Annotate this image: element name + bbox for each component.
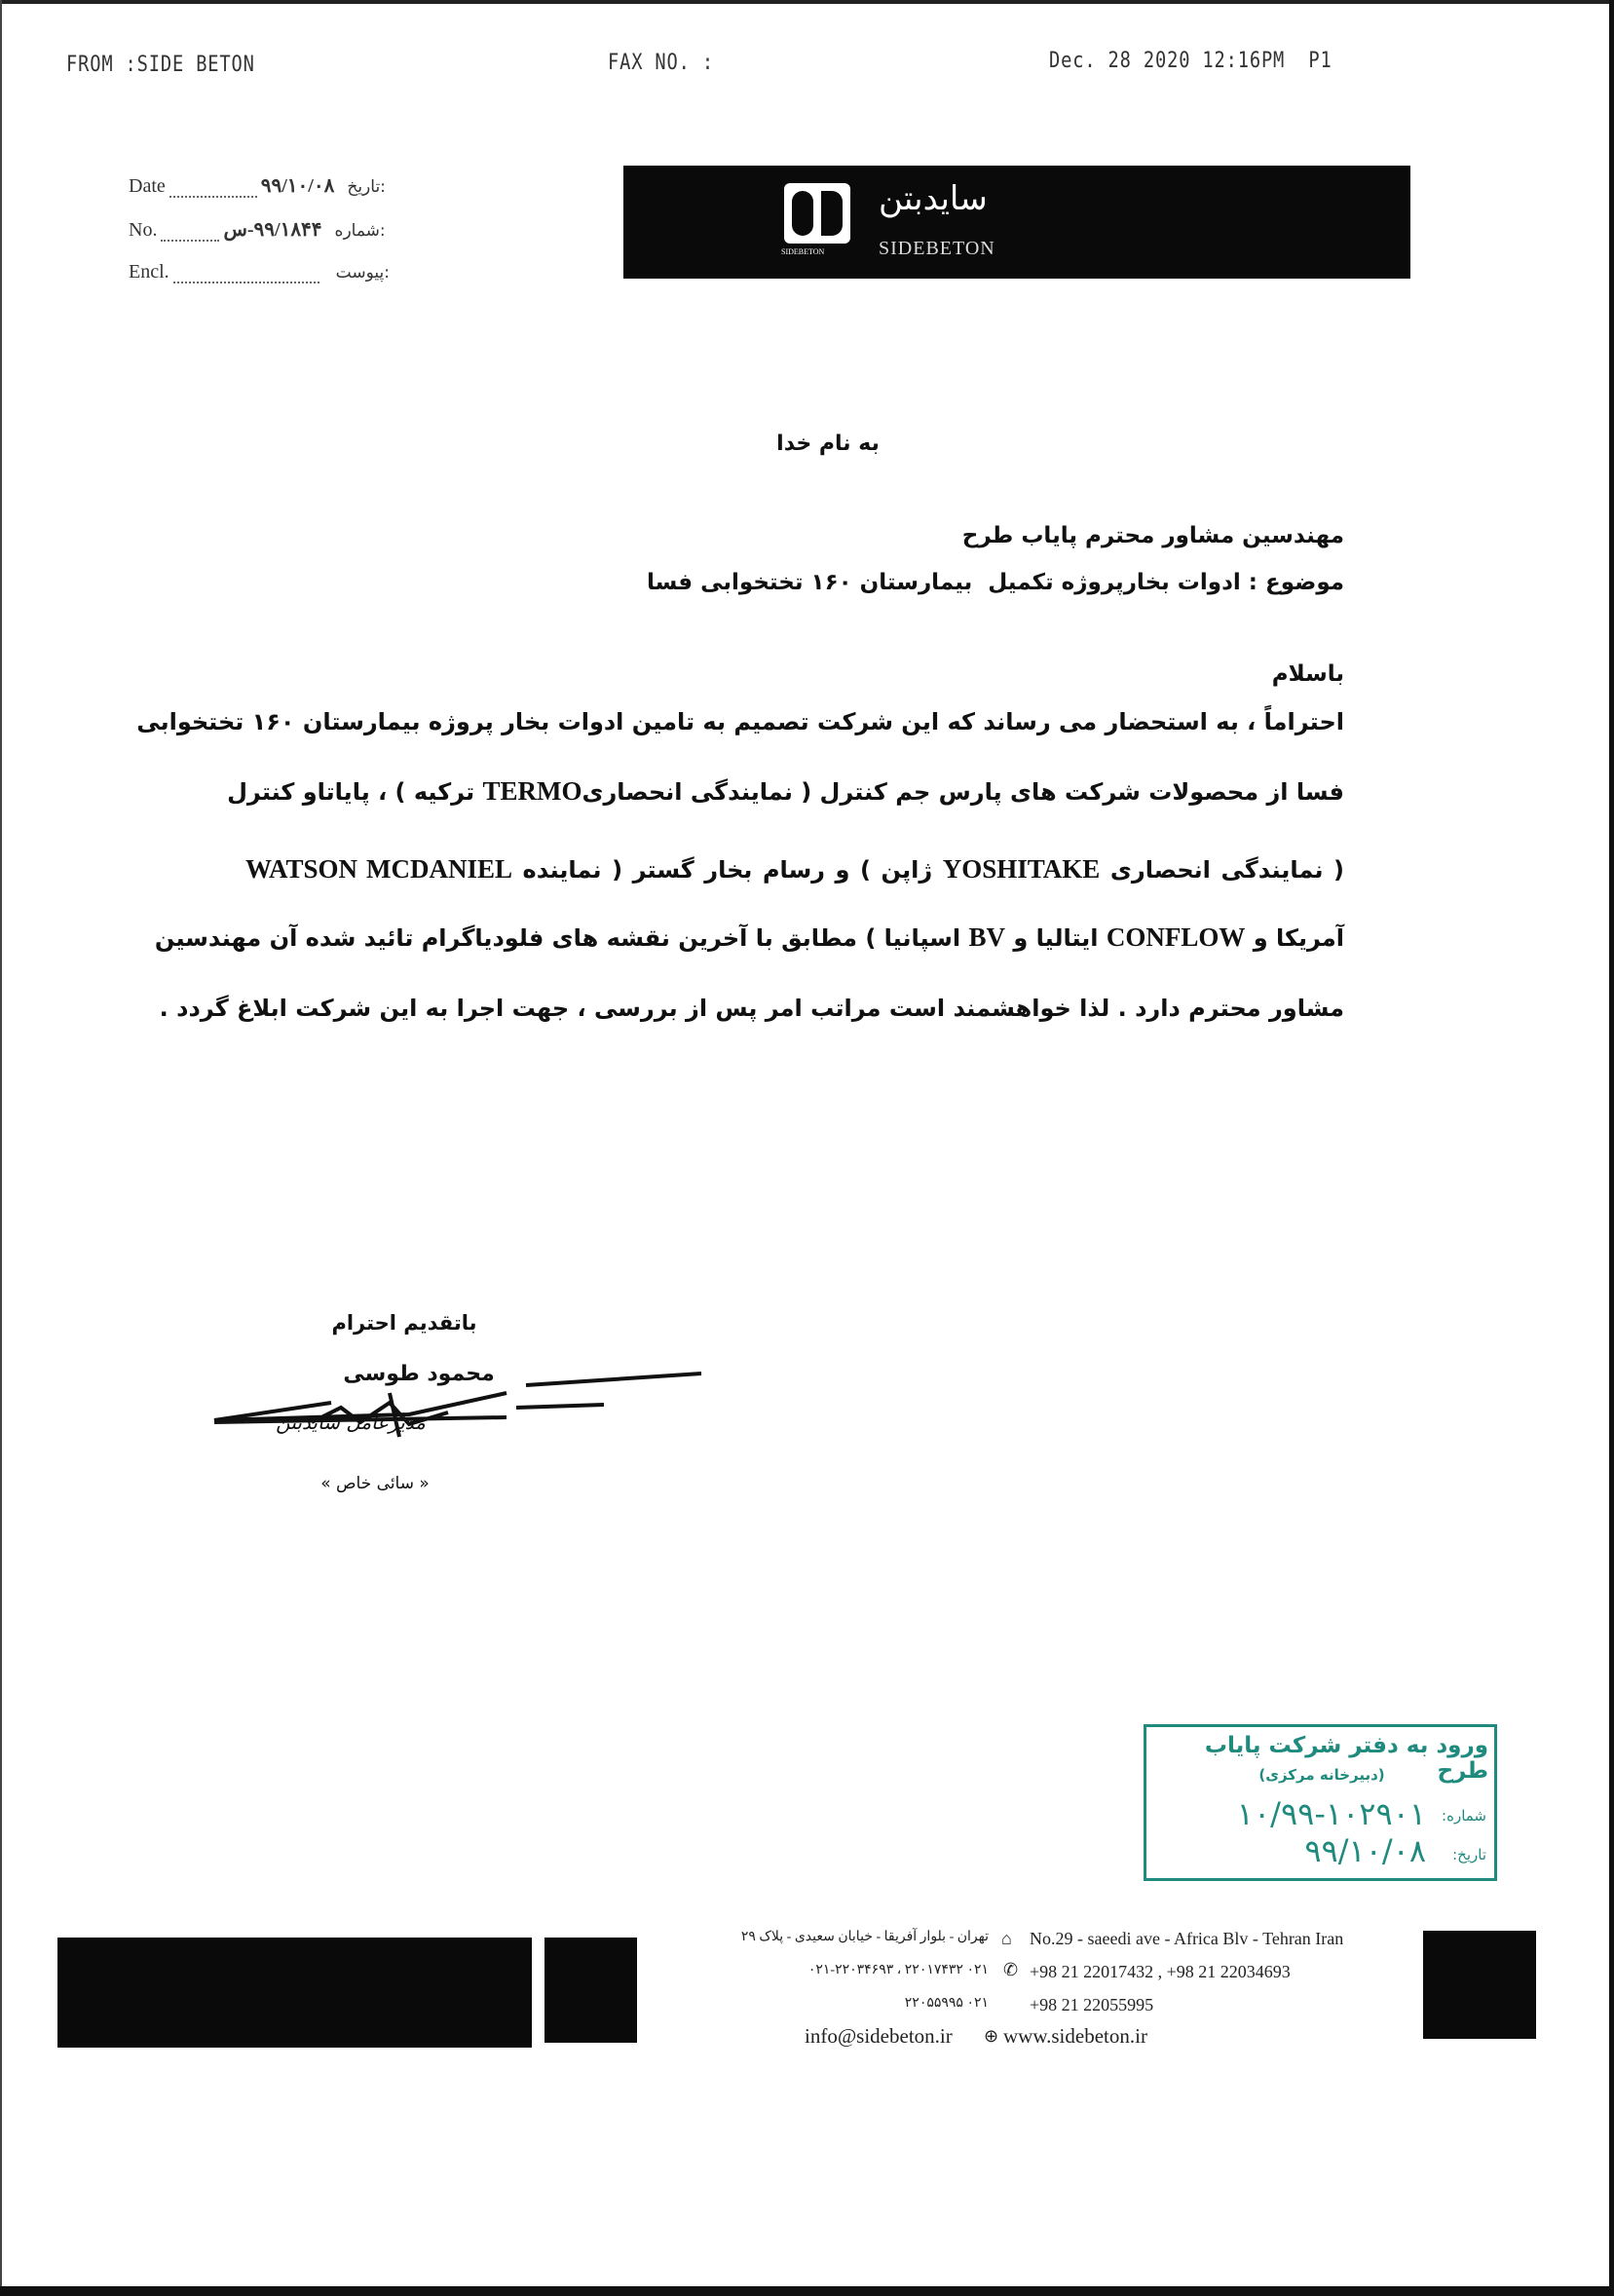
fax-datetime: Dec. 28 2020 12:16PM P1 [1049,49,1332,73]
body-line-4: آمریکا و CONFLOW ایتالیا و BV اسپانیا ) مطابق با آخرین نقشه های فلودیاگرام تائید شده آن مهندسین [154,922,1344,952]
addressee: مهندسین مشاور محترم پایاب طرح [961,523,1344,548]
brand-bv: BV [968,922,1005,952]
phone-icon: ✆ [1003,1960,1019,1979]
footer-phone-en: +98 21 22017432 , +98 21 22034693 [1030,1962,1291,1981]
stamp-date-label: تاریخ: [1452,1846,1486,1863]
footer-address-en: No.29 - saeedi ave - Africa Blv - Tehran Iran [1030,1929,1344,1948]
meta-date-row [129,173,386,198]
footer-phone-fa: ۰۲۱ ۲۲۰۱۷۴۳۲ ، ۰۲۱-۲۲۰۳۴۶۹۳ [807,1963,989,1977]
scan-left-edge [0,0,2,2296]
date-value: ۹۹/۱۰/۰۸ [260,175,335,197]
number-value: ۹۹/۱۸۴۴-س [223,219,322,241]
subject: موضوع : ادوات بخارپروژه تکمیل بیمارستان ۱۶۰ تختخوابی فسا [647,570,1344,595]
meta-enclosure-row [129,261,390,283]
basmala: به نام خدا [776,432,880,456]
footer-fax-fa: ۰۲۱ ۲۲۰۵۵۹۹۵ [904,1996,989,2011]
stamp-number-label: شماره: [1442,1807,1486,1825]
number-label-fa: شماره: [334,221,386,241]
scan-right-edge [1609,0,1614,2296]
company-logo-banner [623,166,1410,279]
fax-from: FROM :SIDE BETON [66,53,255,77]
handwritten-note: « سائی خاص » [320,1474,430,1493]
brand-yoshitake: YOSHITAKE [942,854,1101,884]
redacted-block-left [57,1938,532,2048]
brand-conflow: CONFLOW [1106,922,1246,952]
logo-name-fa: سایدبتن [879,179,988,218]
footer-fax-en: +98 21 22055995 [1030,1995,1154,2014]
signatory-name: محمود طوسی [343,1362,495,1386]
footer-address-fa: تهران - بلوار آفریقا - خیابان سعیدی - پلاک ۲۹ [740,1930,989,1944]
stamp-date-value: ۹۹/۱۰/۰۸ [1304,1832,1426,1869]
body-line-2: فسا از محصولات شرکت های پارس جم کنترل ( نمایندگی انحصاریTERMO ترکیه ) ، پایاتاو کنترل [227,776,1344,806]
scan-top-edge [0,0,1614,4]
body-line-1: احتراماً ، به استحضار می رساند که این شرکت تصمیم به تامین ادوات بخار پروژه بیمارستان ۱۶۰ تختخوابی [136,708,1344,735]
number-label: No. [129,219,158,241]
stamp-number-value: ۱۰/۹۹-۱۰۲۹۰۱ [1236,1795,1426,1832]
fax-number: FAX NO. : [608,51,714,75]
date-label: Date [129,175,166,197]
brand-termo: TERMO [482,776,582,806]
meta-number-row [129,217,386,242]
footer-website: www.sidebeton.ir [1003,2024,1147,2048]
logo-caption: SIDEBETON [781,247,825,256]
body-line-3: ( نمایندگی انحصاری YOSHITAKE ژاپن ) و رسام بخار گستر ( نماینده WATSON MCDANIEL [245,854,1345,884]
received-stamp [1144,1724,1497,1881]
body-line-5: مشاور محترم دارد . لذا خواهشمند است مراتب امر پس از بررسی ، جهت اجرا به این شرکت ابلاغ گردد . [159,995,1344,1022]
web-icon: ⊕ [984,2026,999,2046]
stamp-subtitle: (دبیرخانه مرکزی) [1258,1766,1385,1784]
signature-title: مدیرعامل سایدبتن [276,1411,426,1434]
enclosure-label: Encl. [129,261,169,282]
redacted-block-right [1423,1931,1536,2039]
scan-bottom-edge [0,2286,1614,2296]
stamp-title: ورود به دفتر شرکت پایاب طرح [1204,1733,1488,1784]
enclosure-label-fa: پیوست: [335,263,390,282]
footer-email: info@sidebeton.ir [805,2024,953,2048]
greeting: باسلام [1271,661,1344,687]
brand-watson-mcdaniel: WATSON MCDANIEL [245,854,512,884]
closing: باتقدیم احترام [331,1311,477,1335]
logo-name-en: SIDEBETON [879,238,995,259]
date-label-fa: تاریخ: [347,177,386,197]
home-icon: ⌂ [1001,1929,1012,1948]
sb-logo-mark [784,183,850,244]
redacted-block-middle [544,1938,637,2043]
